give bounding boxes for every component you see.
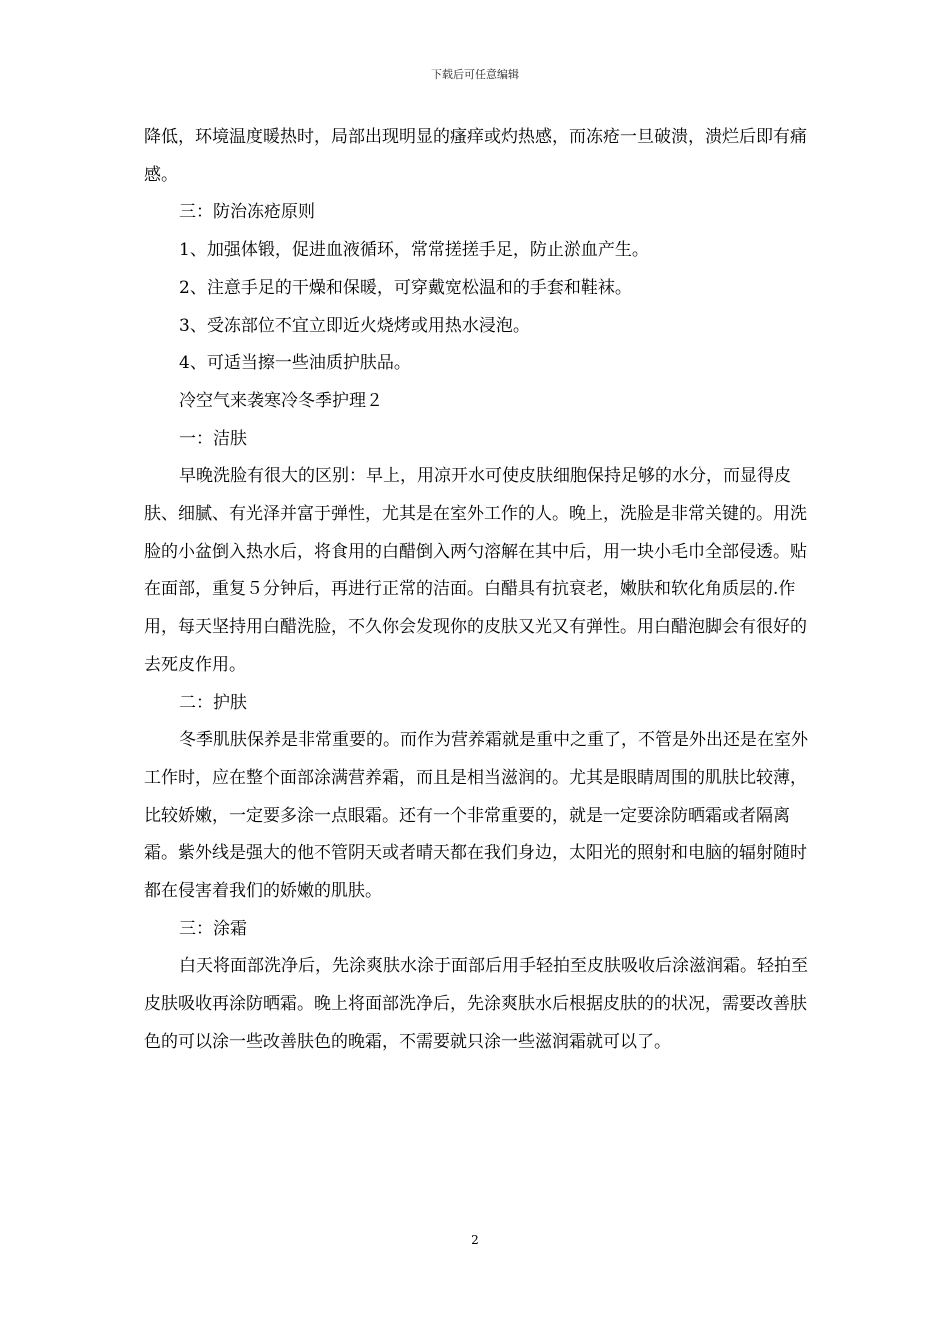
list-item-4: 4、可适当擦一些油质护肤品。 — [179, 353, 411, 374]
list-item-3: 3、受冻部位不宜立即近火烧烤或用热水浸泡。 — [179, 315, 530, 336]
page-header: 下载后可任意编辑 — [431, 68, 519, 81]
paragraph-care: 冬季肌肤保养是非常重要的。而作为营养霜就是重中之重了，不管是外出还是在室外工作时，应在整个面部涂满营养霜，而且是相当滋润的。尤其是眼睛周围的肌肤比较薄，比较娇嫩，一定要多涂一点眼霜。还有一个非常重要的，就是一定要涂防晒霜或者隔离霜。紫外线是强大的他不管阴天或者晴天都在我们身边，太阳光的照射和电脑的辐射随时都在侵害着我们的娇嫩的肌肤。 — [144, 730, 808, 902]
section-heading-cream: 三：涂霜 — [179, 918, 247, 939]
page-number: 2 — [471, 1233, 479, 1247]
section-heading-cleanse: 一：洁肤 — [179, 428, 247, 449]
paragraph-continued: 降低，环境温度暖热时，局部出现明显的瘙痒或灼热感，而冻疮一旦破溃，溃烂后即有痛感。 — [144, 127, 807, 185]
section-heading-care: 二：护肤 — [179, 692, 247, 713]
section-heading-principles: 三：防治冻疮原则 — [179, 202, 315, 223]
paragraph-cleanse: 早晚洗脸有很大的区别：早上，用凉开水可使皮肤细胞保持足够的水分，而显得皮肤、细腻、有光泽并富于弹性，尤其是在室外工作的人。晚上，洗脸是非常关键的。用洗脸的小盆倒入热水后，将食用的白醋倒入两勺溶解在其中后，用一块小毛巾全部侵透。贴在面部，重复５分钟后，再进行正常的洁面。白醋具有抗衰老，嫩肤和软化角质层的.作用，每天坚持用白醋洗脸，不久你会发现你的皮肤又光又有弹性。用白醋泡脚会有很好的去死皮作用。 — [144, 466, 807, 675]
list-item-2: 2、注意手足的干燥和保暖，可穿戴宽松温和的手套和鞋袜。 — [179, 277, 632, 298]
document-body — [144, 119, 809, 1062]
list-item-1: 1、加强体锻，促进血液循环，常常搓搓手足，防止淤血产生。 — [179, 240, 649, 261]
article-title-2: 冷空气来袭寒冷冬季护理２ — [179, 390, 383, 411]
paragraph-cream: 白天将面部洗净后，先涂爽肤水涂于面部后用手轻拍至皮肤吸收后涂滋润霜。轻拍至皮肤吸收再涂防晒霜。晚上将面部洗净后，先涂爽肤水后根据皮肤的的状况，需要改善肤色的可以涂一些改善肤色的晚霜，不需要就只涂一些滋润霜就可以了。 — [144, 956, 808, 1052]
